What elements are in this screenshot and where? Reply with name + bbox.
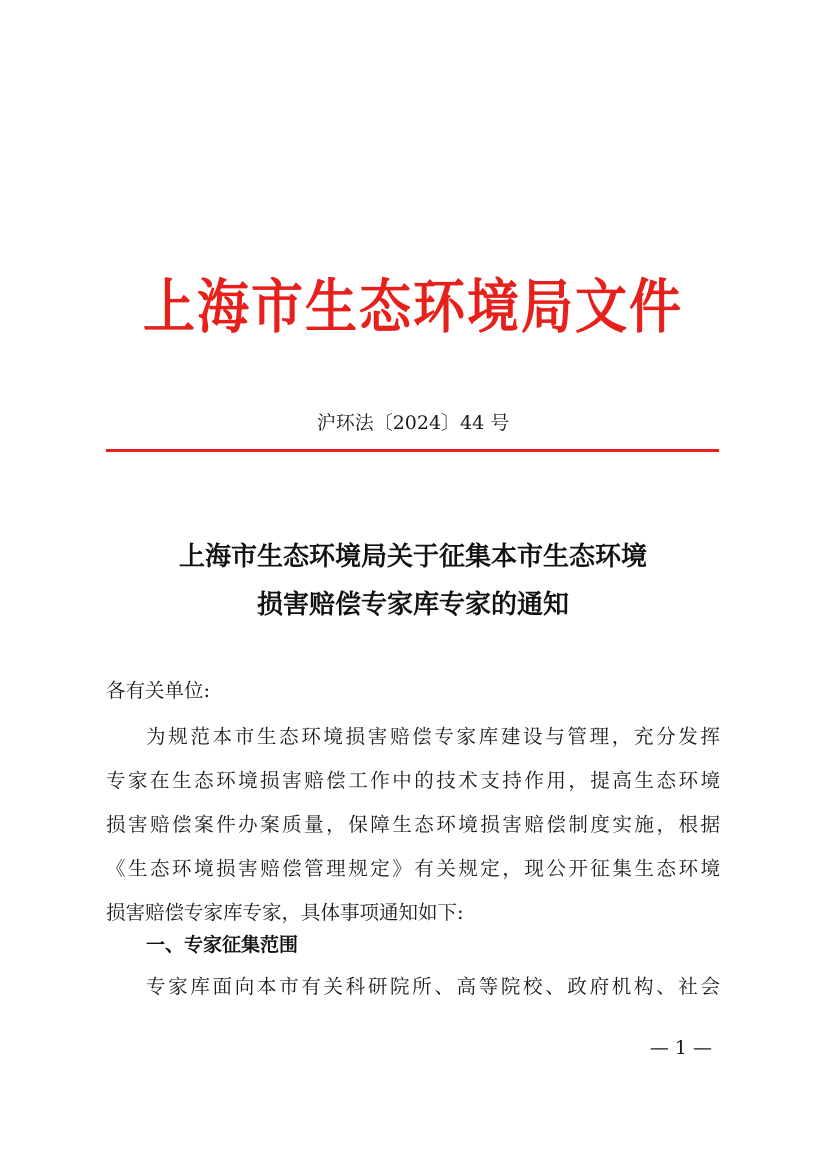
- section-heading: 一、专家征集范围: [146, 934, 299, 956]
- document-number: 沪环法〔2024〕44 号: [316, 412, 510, 434]
- page-number: — 1 —: [649, 1037, 712, 1059]
- paragraph-line: 专家库面向本市有关科研院所、高等院校、政府机构、社会: [146, 975, 720, 998]
- paragraph-line: 《生态环境损害赔偿管理规定》有关规定，现公开征集生态环境: [106, 857, 720, 880]
- paragraph-line: 为规范本市生态环境损害赔偿专家库建设与管理，充分发挥: [146, 725, 720, 748]
- document-masthead: 上海市生态环境局文件: [142, 273, 683, 342]
- red-divider-line: [106, 449, 719, 452]
- salutation: 各有关单位:: [106, 679, 211, 702]
- notice-title-line-1: 上海市生态环境局关于征集本市生态环境: [178, 542, 647, 572]
- paragraph-line: 损害赔偿案件办案质量，保障生态环境损害赔偿制度实施，根据: [106, 813, 720, 836]
- paragraph-line: 专家在生态环境损害赔偿工作中的技术支持作用，提高生态环境: [106, 769, 720, 792]
- notice-title-line-2: 损害赔偿专家库专家的通知: [256, 590, 569, 620]
- paragraph-line: 损害赔偿专家库专家，具体事项通知如下:: [106, 901, 464, 924]
